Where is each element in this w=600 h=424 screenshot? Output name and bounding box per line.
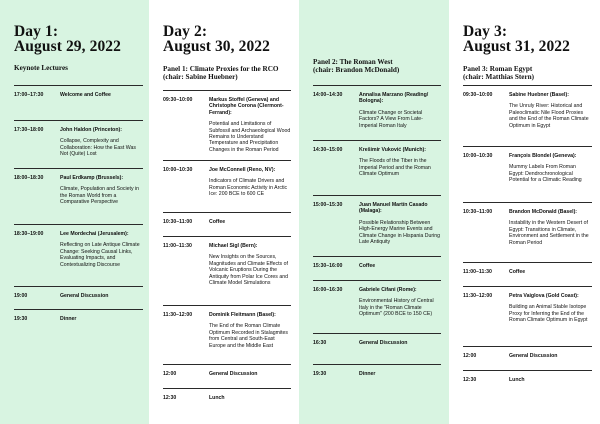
entry-time: 11:00–11:30	[163, 243, 192, 249]
session-heading	[14, 64, 143, 72]
schedule-entry	[163, 305, 291, 349]
entry-title: Coffee	[209, 219, 226, 225]
day-title	[14, 24, 143, 54]
entry-time: 10:30–11:00	[163, 219, 193, 225]
schedule-entry	[313, 195, 441, 245]
schedule-entry	[14, 120, 143, 158]
entry-title: Brandon McDonald (Basel):	[509, 209, 578, 215]
entry-title: Sabine Huebner (Basel):	[509, 92, 569, 98]
entry-header	[463, 153, 592, 159]
divider	[163, 388, 291, 389]
day-2-morning-column	[149, 0, 299, 424]
entry-time: 09:30–10:00	[463, 92, 493, 98]
talk-title: Climate, Population and Society in the Roman World from a Comparative Perspective	[60, 186, 140, 206]
schedule-entry	[14, 168, 143, 206]
divider	[14, 120, 143, 121]
entry-time: 16:30	[313, 340, 327, 346]
talk-title: Possible Relationship Between High-Energy Marine Events and Climate Change in Hispania During Late Antiquity	[359, 219, 441, 246]
talk-title: Reflecting on Late Antique Climate Change: Seeking Causal Links, Evaluating Impacts, and Contextualizing Discourse	[60, 242, 140, 268]
day-title-line: Day 2:	[163, 23, 208, 40]
entry-header	[313, 202, 441, 215]
entry-header	[163, 219, 291, 225]
entry-title: General Discussion	[359, 340, 408, 346]
entry-header	[163, 97, 291, 116]
schedule-entry	[163, 160, 291, 198]
session-heading	[463, 65, 592, 82]
schedule-entry	[163, 388, 291, 401]
schedule-entry	[163, 236, 291, 286]
schedule-entry	[14, 286, 143, 299]
entry-title: General Discussion	[60, 293, 109, 299]
schedule-entry	[313, 333, 441, 346]
day-title-line: Day 3:	[463, 23, 508, 40]
entry-header	[463, 353, 592, 359]
entry-header	[313, 371, 441, 377]
schedule-entry	[313, 364, 441, 377]
divider	[463, 346, 592, 347]
entry-header	[463, 269, 592, 275]
entry-header	[463, 293, 592, 299]
entry-header	[163, 167, 291, 173]
entry-time: 12:30	[163, 395, 177, 401]
divider	[463, 262, 592, 263]
divider	[163, 305, 291, 306]
divider	[463, 202, 592, 203]
entry-header	[14, 92, 143, 98]
entry-title: Dinner	[60, 316, 77, 322]
session-heading-line: (chair: Brandon McDonald)	[313, 66, 400, 75]
schedule-entry	[463, 85, 592, 129]
entry-header	[163, 312, 291, 318]
schedule-entry	[163, 364, 291, 377]
talk-title: Collapse, Complexity and Collaboration: How the East Was Not (Quite) Lost	[60, 138, 136, 158]
entry-header	[463, 92, 592, 98]
entry-time: 17:30–18:00	[14, 127, 44, 133]
entry-time: 10:30–11:00	[463, 209, 493, 215]
talk-title: The End of the Roman Climate Optimum Recorded in Stalagmites from Central and South-East Europe and the Middle East	[209, 323, 288, 349]
entry-title: Annalisa Marzano (Reading/ Bologna):	[359, 92, 429, 105]
schedule-entry	[313, 140, 441, 178]
entry-header	[14, 231, 143, 237]
divider	[313, 85, 441, 86]
entry-title: Lunch	[209, 395, 225, 401]
divider	[163, 364, 291, 365]
talk-title: The Floods of the Tiber in the Imperial Period and the Roman Climate Optimum	[359, 158, 431, 178]
entry-time: 12:30	[463, 377, 477, 383]
divider	[463, 370, 592, 371]
talk-title: Environmental History of Central Italy in the "Roman Climate Optimum" (200 BCE to 150 CE)	[359, 298, 434, 318]
entry-time: 10:00–10:30	[463, 153, 493, 159]
entry-header	[14, 293, 143, 299]
entry-time: 14:00–14:30	[313, 92, 343, 98]
entry-title: Petra Vaiglova (Gold Coast):	[509, 293, 579, 299]
entry-header	[313, 147, 441, 153]
entry-title: Dinner	[359, 371, 376, 377]
entry-header	[163, 371, 291, 377]
day-1-column	[0, 0, 149, 424]
entry-time: 15:00–15:30	[313, 202, 343, 208]
session-heading-line: (chair: Sabine Huebner)	[163, 73, 238, 82]
session-heading-line: Panel 3: Roman Egypt	[463, 65, 533, 73]
schedule-entry	[14, 224, 143, 268]
entry-time: 11:30–12:00	[163, 312, 193, 318]
divider	[463, 85, 592, 86]
session-heading-line: Panel 2: The Roman West	[313, 58, 393, 66]
day-title-line: Day 1:	[14, 23, 59, 40]
divider	[14, 168, 143, 169]
entry-title: Gabriele Cifani (Rome):	[359, 287, 417, 293]
entry-time: 18:00–18:30	[14, 175, 44, 181]
entry-header	[14, 316, 143, 322]
schedule-entry	[463, 202, 592, 246]
entry-time: 19:30	[14, 316, 28, 322]
entry-title: Lunch	[509, 377, 525, 383]
divider	[14, 309, 143, 310]
session-heading-line: Keynote Lectures	[14, 64, 68, 72]
entry-header	[463, 377, 592, 383]
divider	[463, 286, 592, 287]
schedule-entry	[313, 85, 441, 129]
schedule-entry	[14, 309, 143, 322]
entry-title: Coffee	[359, 263, 376, 269]
schedule-entry	[463, 146, 592, 184]
day-title-line: August 30, 2022	[163, 38, 271, 55]
entry-title: Lee Mordechai (Jerusalem):	[60, 231, 129, 237]
entry-title: Krešimir Vuković (Munich):	[359, 147, 426, 153]
day-title	[463, 24, 592, 54]
entry-time: 12:00	[463, 353, 477, 359]
entry-header	[313, 263, 441, 269]
entry-time: 09:30–10:00	[163, 97, 193, 103]
schedule-entry	[463, 346, 592, 359]
entry-time: 16:00–16:30	[313, 287, 343, 293]
talk-title: Indicators of Climate Drivers and Roman Economic Activity in Arctic Ice: 200 BCE to 600 CE	[209, 178, 288, 198]
session-heading	[163, 65, 291, 82]
entry-title: General Discussion	[209, 371, 258, 377]
day-2-afternoon-column	[299, 0, 449, 424]
divider	[163, 90, 291, 91]
entry-title: Paul Erdkamp (Brussels):	[60, 175, 124, 181]
entry-title: François Blondel (Geneva):	[509, 153, 577, 159]
day-title	[163, 24, 291, 54]
divider	[14, 85, 143, 86]
session-heading-line: Panel 1: Climate Proxies for the RCO	[163, 65, 279, 73]
divider	[313, 256, 441, 257]
entry-title: Joe McConnell (Reno, NV):	[209, 167, 276, 173]
divider	[163, 212, 291, 213]
divider	[313, 195, 441, 196]
entry-title: John Haldon (Princeton):	[60, 127, 122, 133]
divider	[313, 280, 441, 281]
entry-time: 11:30–12:00	[463, 293, 493, 299]
session-heading	[313, 58, 441, 75]
divider	[163, 236, 291, 237]
divider	[14, 286, 143, 287]
schedule-entry	[14, 85, 143, 98]
entry-header	[313, 92, 441, 105]
talk-title: The Unruly River: Historical and Paleoclimatic Nile Flood Proxies and the End of the Roman Climate Optimum in Egypt	[509, 103, 589, 129]
entry-time: 11:00–11:30	[463, 269, 492, 275]
talk-title: Mummy Labels From Roman Egypt: Dendrochronological Potential for a Climatic Reading	[509, 164, 582, 184]
entry-time: 14:30–15:00	[313, 147, 343, 153]
entry-header	[463, 209, 592, 215]
schedule-entry	[463, 370, 592, 383]
entry-title: General Discussion	[509, 353, 558, 359]
entry-title: Dominik Fleitmann (Basel):	[209, 312, 276, 318]
entry-time: 12:00	[163, 371, 177, 377]
day-3-column	[449, 0, 600, 424]
schedule-entry	[313, 280, 441, 318]
talk-title: Potential and Limitations of Subfossil and Archaeological Wood Remains to Understand Temperature and Precipitation Changes in the Roman Period	[209, 121, 291, 153]
entry-header	[313, 340, 441, 346]
entry-title: Markus Stoffel (Geneva) and Christophe Corona (Clermont-Ferrand):	[209, 97, 284, 116]
divider	[163, 160, 291, 161]
entry-time: 18:30–19:00	[14, 231, 44, 237]
talk-title: New Insights on the Sources, Magnitudes and Climate Effects of Volcanic Eruptions During the Antiquity from Polar Ice Cores and Climate Model Simulations	[209, 254, 289, 287]
session-heading-line: (chair: Matthias Stern)	[463, 73, 535, 82]
divider	[14, 224, 143, 225]
talk-title: Climate Change or Societal Factors? A View From Late-Imperial Roman Italy	[359, 109, 423, 129]
divider	[313, 333, 441, 334]
entry-header	[14, 175, 143, 181]
divider	[313, 140, 441, 141]
entry-header	[313, 287, 441, 293]
entry-title: Welcome and Coffee	[60, 92, 111, 98]
entry-title: Coffee	[509, 269, 526, 275]
day-title-line: August 31, 2022	[463, 38, 571, 55]
entry-time: 19:00	[14, 293, 28, 299]
schedule-entry	[463, 286, 592, 324]
entry-header	[163, 243, 291, 249]
entry-time: 19:30	[313, 371, 327, 377]
talk-title: Building an Animal Stable Isotope Proxy for Inferring the End of the Roman Climate Optimum in Egypt	[509, 304, 588, 324]
day-title-line: August 29, 2022	[14, 38, 122, 55]
talk-title: Instability in the Western Desert of Egypt: Transitions in Climate, Environment and Settlement in the Roman Period	[509, 220, 589, 246]
schedule-entry	[463, 262, 592, 275]
divider	[313, 364, 441, 365]
entry-header	[163, 395, 291, 401]
schedule-entry	[163, 90, 291, 153]
entry-time: 10:00–10:30	[163, 167, 193, 173]
entry-time: 17:00–17:30	[14, 92, 44, 98]
schedule-entry	[313, 256, 441, 269]
entry-time: 15:30–16:00	[313, 263, 343, 269]
divider	[463, 146, 592, 147]
entry-title: Juan Manuel Martín Casado (Malaga):	[359, 202, 428, 215]
schedule-entry	[163, 212, 291, 225]
entry-title: Michael Sigl (Bern):	[209, 243, 258, 249]
entry-header	[14, 127, 143, 133]
